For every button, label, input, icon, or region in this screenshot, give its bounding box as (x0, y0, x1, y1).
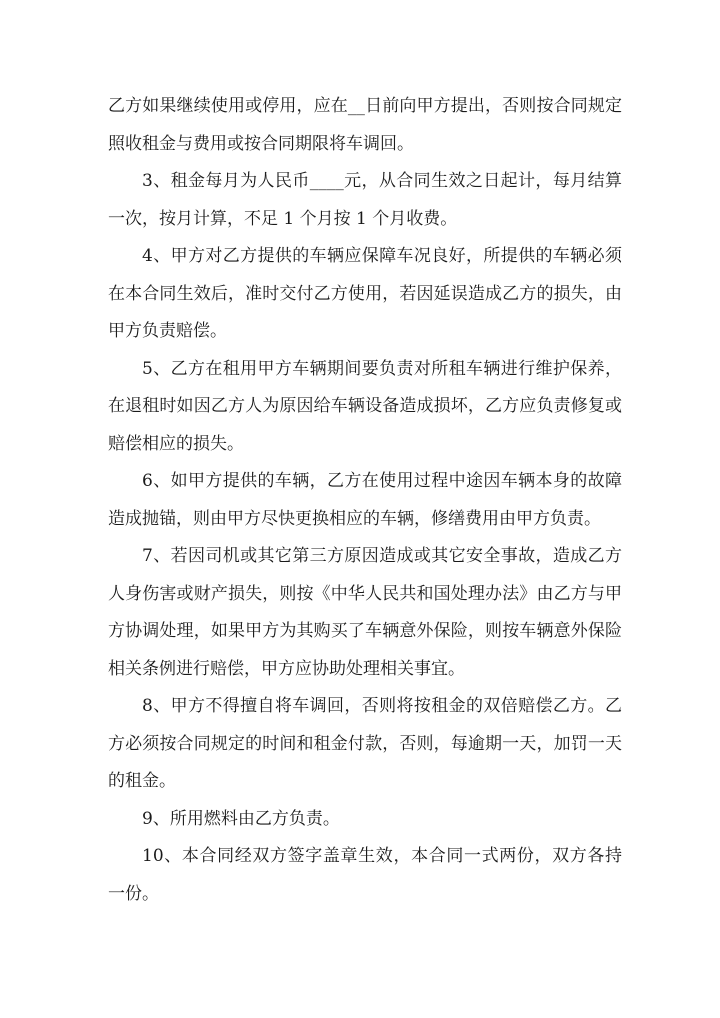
paragraph-continuation: 乙方如果继续使用或停用，应在__日前向甲方提出，否则按合同规定照收租金与费用或按合同期限将车调回。 (108, 96, 622, 154)
paragraph-clause-6: 6、如甲方提供的车辆，乙方在使用过程中途因车辆本身的故障造成抛锚，则由甲方尽快更换相应的车辆，修缮费用由甲方负责。 (108, 471, 622, 529)
paragraph-clause-8: 8、甲方不得擅自将车调回，否则将按租金的双倍赔偿乙方。乙方必须按合同规定的时间和租金付款，否则，每逾期一天，加罚一天的租金。 (108, 696, 622, 791)
document-body (108, 88, 622, 913)
paragraph-clause-10: 10、本合同经双方签字盖章生效，本合同一式两份，双方各持一份。 (108, 846, 622, 904)
paragraph-clause-7: 7、若因司机或其它第三方原因造成或其它安全事故，造成乙方人身伤害或财产损失，则按《中华人民共和国处理办法》由乙方与甲方协调处理，如果甲方为其购买了车辆意外保险，则按车辆意外保险相关条例进行赔偿，甲方应协助处理相关事宜。 (108, 546, 622, 679)
paragraph-clause-5: 5、乙方在租用甲方车辆期间要负责对所租车辆进行维护保养，在退租时如因乙方人为原因给车辆设备造成损坏，乙方应负责修复或赔偿相应的损失。 (108, 358, 622, 454)
paragraph-clause-3: 3、租金每月为人民币____元，从合同生效之日起计，每月结算一次，按月计算，不足 1 个月按 1 个月收费。 (108, 171, 622, 229)
paragraph-clause-9: 9、所用燃料由乙方负责。 (142, 808, 340, 829)
paragraph-clause-4: 4、甲方对乙方提供的车辆应保障车况良好，所提供的车辆必须在本合同生效后，准时交付乙方使用，若因延误造成乙方的损失，由甲方负责赔偿。 (108, 246, 622, 341)
